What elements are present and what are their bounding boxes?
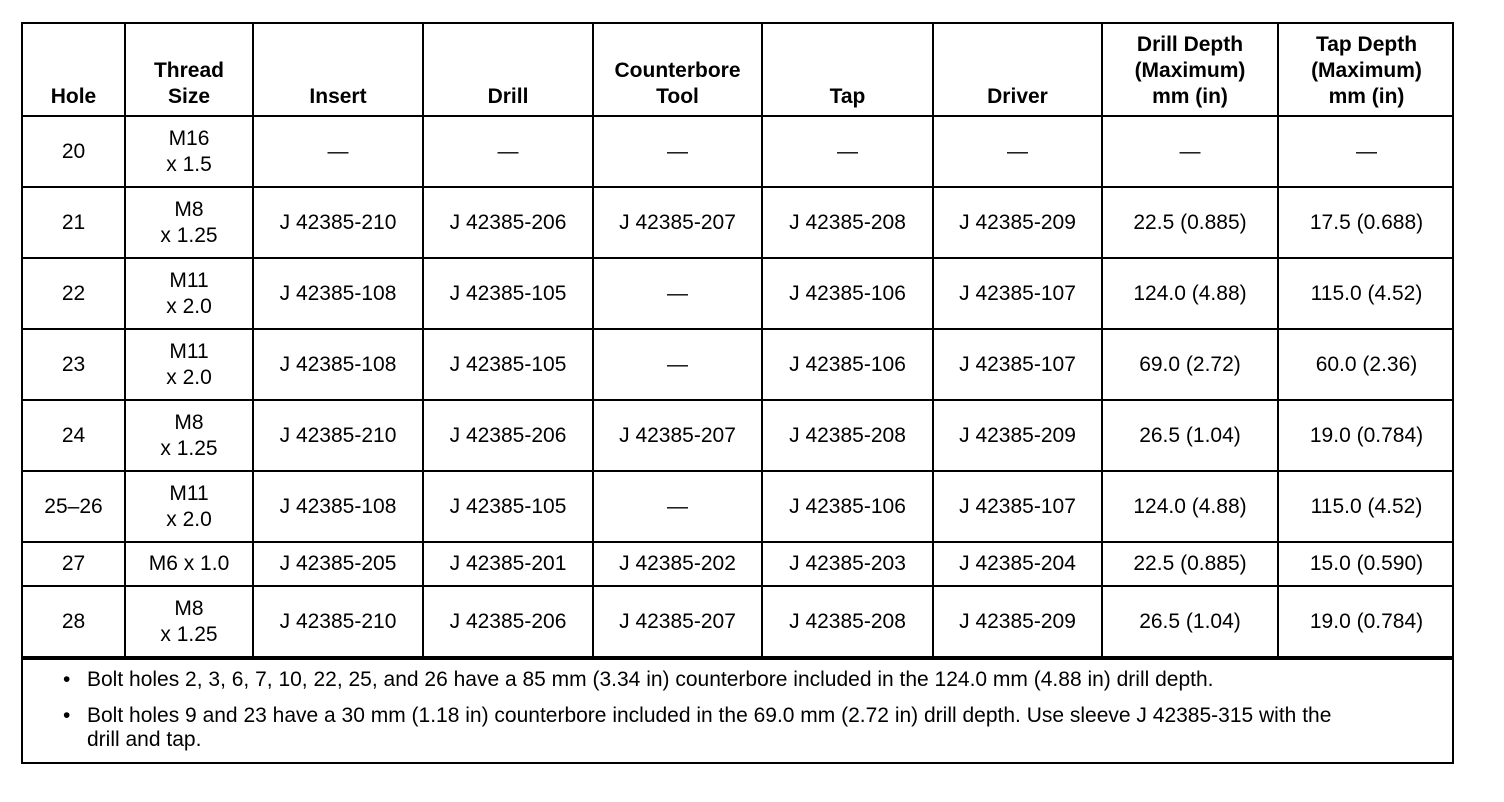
cell-tap: J 42385-208	[762, 400, 933, 471]
cell-drill: J 42385-105	[423, 471, 593, 542]
cell-hole: 20	[23, 116, 125, 187]
header-tap-depth	[1278, 24, 1454, 116]
header-hole: Hole	[23, 24, 125, 116]
cell-tap-depth: 115.0 (4.52)	[1278, 471, 1454, 542]
header-counterbore-tool	[593, 24, 762, 116]
thread-line: M11	[169, 339, 209, 363]
cell-driver: J 42385-209	[933, 187, 1102, 258]
cell-drill-depth: 22.5 (0.885)	[1102, 542, 1278, 586]
table-row	[23, 471, 1454, 542]
cell-drill-depth: 26.5 (1.04)	[1102, 400, 1278, 471]
thread-line: M8	[174, 596, 204, 620]
cell-drill: J 42385-206	[423, 400, 593, 471]
cell-insert: J 42385-210	[253, 400, 423, 471]
cell-thread	[125, 400, 253, 471]
header-counterbore-line: Counterbore	[614, 59, 741, 82]
thread-line: x 1.5	[166, 152, 212, 176]
cell-insert: J 42385-205	[253, 542, 423, 586]
thread-line: x 2.0	[166, 507, 212, 531]
table-row	[23, 400, 1454, 471]
bullet-icon: •	[63, 668, 71, 691]
cell-thread	[125, 258, 253, 329]
thread-line: M8	[174, 197, 204, 221]
cell-hole: 25–26	[23, 471, 125, 542]
cell-tap-depth: —	[1278, 116, 1454, 187]
cell-tap: J 42385-208	[762, 586, 933, 657]
thread-line: x 2.0	[166, 365, 212, 389]
cell-hole: 24	[23, 400, 125, 471]
cell-driver: J 42385-107	[933, 471, 1102, 542]
cell-driver: J 42385-204	[933, 542, 1102, 586]
cell-insert: —	[253, 116, 423, 187]
thread-line: M8	[174, 410, 204, 434]
tool-spec-table	[21, 22, 1454, 764]
cell-counterbore: —	[593, 258, 762, 329]
cell-tap: J 42385-208	[762, 187, 933, 258]
header-drill: Drill	[423, 24, 593, 116]
cell-drill-depth: —	[1102, 116, 1278, 187]
cell-driver: —	[933, 116, 1102, 187]
cell-drill: J 42385-206	[423, 586, 593, 657]
cell-drill: J 42385-201	[423, 542, 593, 586]
note-text: Bolt holes 2, 3, 6, 7, 10, 22, 25, and 26 have a 85 mm (3.34 in) counterbore included in the 124.0 mm (4.88 in) drill depth.	[87, 668, 1214, 691]
notes-section	[23, 658, 1452, 762]
header-thread-size-line: Thread	[153, 59, 224, 82]
table-row	[23, 542, 1454, 586]
cell-tap-depth: 115.0 (4.52)	[1278, 258, 1454, 329]
cell-counterbore: —	[593, 329, 762, 400]
cell-drill-depth: 26.5 (1.04)	[1102, 586, 1278, 657]
cell-drill: J 42385-105	[423, 329, 593, 400]
header-thread-size-line: Size	[167, 85, 211, 108]
thread-line: M6 x 1.0	[148, 552, 230, 575]
cell-drill-depth: 69.0 (2.72)	[1102, 329, 1278, 400]
cell-driver: J 42385-209	[933, 586, 1102, 657]
note-item	[63, 704, 1337, 752]
cell-insert: J 42385-108	[253, 329, 423, 400]
cell-hole: 21	[23, 187, 125, 258]
cell-insert: J 42385-108	[253, 258, 423, 329]
thread-line: x 1.25	[160, 622, 218, 646]
header-tap-depth-line: Tap Depth	[1315, 33, 1418, 56]
bullet-icon: •	[63, 704, 71, 727]
thread-line: M11	[169, 481, 209, 505]
cell-hole: 28	[23, 586, 125, 657]
cell-drill: —	[423, 116, 593, 187]
cell-insert: J 42385-210	[253, 586, 423, 657]
cell-drill: J 42385-206	[423, 187, 593, 258]
cell-tap: J 42385-203	[762, 542, 933, 586]
header-drill-depth	[1102, 24, 1278, 116]
cell-thread	[125, 542, 253, 586]
cell-tap-depth: 15.0 (0.590)	[1278, 542, 1454, 586]
cell-hole: 27	[23, 542, 125, 586]
cell-thread	[125, 586, 253, 657]
table-row	[23, 116, 1454, 187]
header-thread-size	[125, 24, 253, 116]
cell-driver: J 42385-209	[933, 400, 1102, 471]
table-row	[23, 329, 1454, 400]
cell-tap-depth: 60.0 (2.36)	[1278, 329, 1454, 400]
table-row	[23, 187, 1454, 258]
header-drill-depth-line: mm (in)	[1152, 85, 1228, 108]
cell-counterbore: J 42385-207	[593, 187, 762, 258]
header-tap-depth-line: (Maximum)	[1311, 59, 1422, 82]
cell-tap: J 42385-106	[762, 471, 933, 542]
cell-thread	[125, 116, 253, 187]
cell-drill-depth: 124.0 (4.88)	[1102, 471, 1278, 542]
cell-tap: J 42385-106	[762, 329, 933, 400]
cell-counterbore: J 42385-202	[593, 542, 762, 586]
cell-thread	[125, 471, 253, 542]
cell-tap-depth: 19.0 (0.784)	[1278, 586, 1454, 657]
header-driver: Driver	[933, 24, 1102, 116]
thread-line: M11	[169, 268, 209, 292]
thread-line: x 1.25	[160, 436, 218, 460]
note-text: Bolt holes 9 and 23 have a 30 mm (1.18 in) counterbore included in the 69.0 mm (2.72 in) drill depth. Use sleeve J 42385-315 with the drill and tap.	[87, 704, 1332, 751]
cell-insert: J 42385-108	[253, 471, 423, 542]
cell-driver: J 42385-107	[933, 258, 1102, 329]
cell-tap-depth: 17.5 (0.688)	[1278, 187, 1454, 258]
thread-line: x 1.25	[160, 223, 218, 247]
cell-insert: J 42385-210	[253, 187, 423, 258]
header-tap: Tap	[762, 24, 933, 116]
thread-line: x 2.0	[166, 294, 212, 318]
note-item	[63, 668, 1337, 692]
cell-driver: J 42385-107	[933, 329, 1102, 400]
cell-thread	[125, 187, 253, 258]
cell-tap-depth: 19.0 (0.784)	[1278, 400, 1454, 471]
table-row	[23, 586, 1454, 657]
cell-drill: J 42385-105	[423, 258, 593, 329]
cell-thread	[125, 329, 253, 400]
header-insert: Insert	[253, 24, 423, 116]
cell-hole: 22	[23, 258, 125, 329]
cell-hole: 23	[23, 329, 125, 400]
cell-counterbore: —	[593, 116, 762, 187]
cell-counterbore: J 42385-207	[593, 586, 762, 657]
cell-tap: —	[762, 116, 933, 187]
cell-counterbore: —	[593, 471, 762, 542]
table-body	[23, 116, 1454, 657]
table-row	[23, 258, 1454, 329]
header-row	[23, 24, 1454, 116]
cell-drill-depth: 22.5 (0.885)	[1102, 187, 1278, 258]
header-drill-depth-line: Drill Depth	[1136, 33, 1244, 56]
header-drill-depth-line: (Maximum)	[1134, 59, 1246, 82]
cell-tap: J 42385-106	[762, 258, 933, 329]
thread-line: M16	[168, 126, 210, 150]
spec-table	[23, 24, 1454, 658]
cell-drill-depth: 124.0 (4.88)	[1102, 258, 1278, 329]
header-counterbore-line: Tool	[656, 85, 699, 108]
header-tap-depth-line: mm (in)	[1328, 85, 1405, 108]
cell-counterbore: J 42385-207	[593, 400, 762, 471]
